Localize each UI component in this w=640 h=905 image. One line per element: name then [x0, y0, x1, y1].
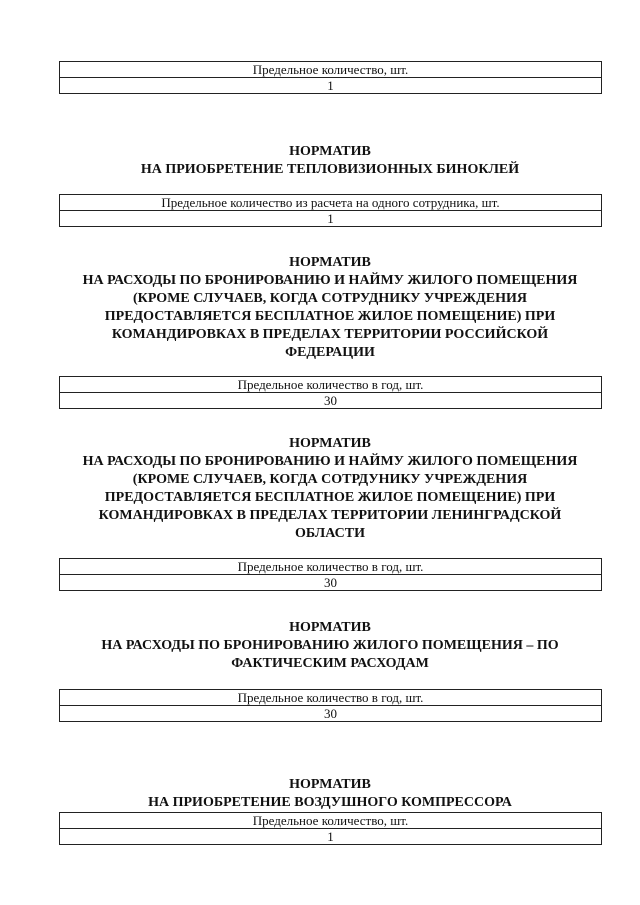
heading-line: ФЕДЕРАЦИИ — [285, 345, 375, 360]
heading-line: НА РАСХОДЫ ПО БРОНИРОВАНИЮ И НАЙМУ ЖИЛОГО ПОМЕЩЕНИЯ — [82, 273, 578, 288]
heading-line: НА РАСХОДЫ ПО БРОНИРОВАНИЮ И НАЙМУ ЖИЛОГО ПОМЕЩЕНИЯ — [82, 454, 578, 469]
heading-line: НОРМАТИВ — [289, 777, 371, 792]
norm-heading — [40, 435, 620, 543]
table-value: 1 — [60, 828, 601, 844]
norm-table — [59, 812, 602, 845]
heading-line: ФАКТИЧЕСКИМ РАСХОДАМ — [231, 656, 429, 671]
norm-table — [59, 689, 602, 722]
table-header: Предельное количество из расчета на одного сотрудника, шт. — [161, 195, 500, 210]
heading-line: НА ПРИОБРЕТЕНИЕ ВОЗДУШНОГО КОМПРЕССОРА — [148, 795, 512, 810]
table-value: 1 — [60, 210, 601, 226]
heading-line: (КРОМЕ СЛУЧАЕВ, КОГДА СОТРДУНИКУ УЧРЕЖДЕНИЯ — [132, 472, 528, 487]
norm-table — [59, 558, 602, 591]
table-header: Предельное количество в год, шт. — [237, 377, 424, 392]
heading-line: НОРМАТИВ — [289, 620, 371, 635]
heading-line: ОБЛАСТИ — [295, 526, 365, 541]
norm-heading — [40, 254, 620, 362]
table-header: Предельное количество, шт. — [252, 813, 409, 828]
heading-line: ПРЕДОСТАВЛЯЕТСЯ БЕСПЛАТНОЕ ЖИЛОЕ ПОМЕЩЕНИЕ) ПРИ — [104, 490, 556, 505]
norm-table — [59, 61, 602, 94]
table-value: 30 — [60, 392, 601, 408]
norm-table — [59, 194, 602, 227]
heading-line: НА ПРИОБРЕТЕНИЕ ТЕПЛОВИЗИОННЫХ БИНОКЛЕЙ — [140, 162, 520, 177]
heading-line: КОМАНДИРОВКАХ В ПРЕДЕЛАХ ТЕРРИТОРИИ РОССИЙСКОЙ — [111, 327, 549, 342]
table-header: Предельное количество, шт. — [252, 62, 409, 77]
table-header: Предельное количество в год, шт. — [237, 690, 424, 705]
heading-line: НОРМАТИВ — [289, 144, 371, 159]
norm-heading — [40, 143, 620, 179]
heading-line: ПРЕДОСТАВЛЯЕТСЯ БЕСПЛАТНОЕ ЖИЛОЕ ПОМЕЩЕНИЕ) ПРИ — [104, 309, 556, 324]
table-header: Предельное количество в год, шт. — [237, 559, 424, 574]
norm-heading — [40, 776, 620, 812]
heading-line: НОРМАТИВ — [289, 436, 371, 451]
table-value: 30 — [60, 574, 601, 590]
heading-line: (КРОМЕ СЛУЧАЕВ, КОГДА СОТРУДНИКУ УЧРЕЖДЕНИЯ — [133, 291, 527, 306]
heading-line: НОРМАТИВ — [289, 255, 371, 270]
norm-heading — [40, 619, 620, 673]
heading-line: НА РАСХОДЫ ПО БРОНИРОВАНИЮ ЖИЛОГО ПОМЕЩЕНИЯ – ПО — [101, 638, 559, 653]
table-value: 30 — [60, 705, 601, 721]
table-value: 1 — [60, 77, 601, 93]
heading-line: КОМАНДИРОВКАХ В ПРЕДЕЛАХ ТЕРРИТОРИИ ЛЕНИНГРАДСКОЙ — [98, 508, 562, 523]
norm-table — [59, 376, 602, 409]
